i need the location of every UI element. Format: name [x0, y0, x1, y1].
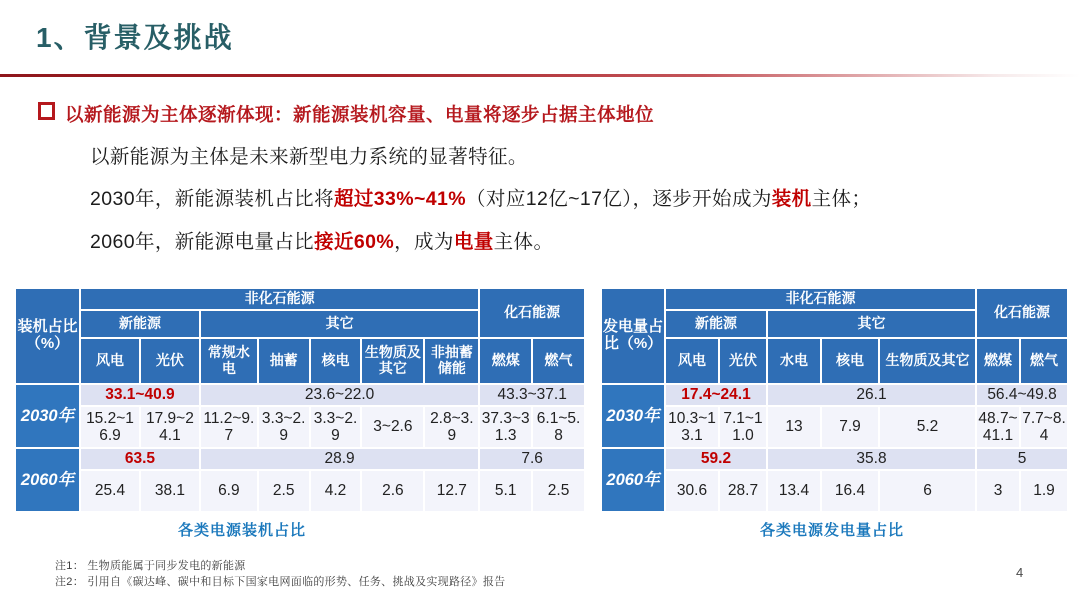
install-2030-cell: 3~2.6 — [362, 407, 423, 447]
generation-2030-cell: 7.9 — [822, 407, 878, 447]
generation-col-header: 光伏 — [720, 339, 766, 383]
install-col-header: 燃煤 — [480, 339, 531, 383]
generation-2030-cell: 48.7~41.1 — [977, 407, 1019, 447]
install-2060-span-other: 28.9 — [201, 449, 478, 469]
install-2030-cell: 17.9~24.1 — [141, 407, 199, 447]
install-2030-cell: 11.2~9.7 — [201, 407, 257, 447]
generation-group-fossil: 化石能源 — [977, 289, 1067, 337]
generation-group-nonfossil: 非化石能源 — [666, 289, 975, 309]
generation-2060-cell: 28.7 — [720, 471, 766, 511]
generation-group-other: 其它 — [768, 311, 975, 337]
footnote-2: 注2： 引用自《碳达峰、碳中和目标下国家电网面临的形势、任务、挑战及实现路径》报告 — [55, 576, 506, 588]
install-2060-cell: 2.5 — [533, 471, 584, 511]
install-col-header: 非抽蓄储能 — [425, 339, 478, 383]
generation-2060-cell: 16.4 — [822, 471, 878, 511]
generation-2030-span-new: 17.4~24.1 — [666, 385, 766, 405]
generation-group-new: 新能源 — [666, 311, 766, 337]
generation-2030-span-fossil: 56.4~49.8 — [977, 385, 1067, 405]
install-2060-cell: 4.2 — [311, 471, 361, 511]
body-line-3-em2: 电量 — [453, 231, 494, 253]
generation-col-header: 水电 — [768, 339, 820, 383]
generation-2060-cell: 1.9 — [1021, 471, 1067, 511]
generation-col-header: 生物质及其它 — [880, 339, 975, 383]
install-2060-cell: 12.7 — [425, 471, 478, 511]
install-2030-cell: 15.2~16.9 — [81, 407, 139, 447]
generation-2030-span-other: 26.1 — [768, 385, 975, 405]
generation-col-header: 燃气 — [1021, 339, 1067, 383]
generation-row-2060-label: 2060年 — [602, 449, 664, 511]
footnote-1: 注1： 生物质能属于同步发电的新能源 — [55, 560, 246, 572]
install-2060-cell: 2.5 — [259, 471, 309, 511]
install-2060-span-fossil: 7.6 — [480, 449, 584, 469]
body-line-2-em2: 装机 — [771, 188, 812, 210]
generation-2060-span-new: 59.2 — [666, 449, 766, 469]
generation-2030-cell: 5.2 — [880, 407, 975, 447]
generation-table-caption: 各类电源发电量占比 — [760, 522, 905, 539]
install-col-header: 燃气 — [533, 339, 584, 383]
generation-col-header: 燃煤 — [977, 339, 1019, 383]
page-number: 4 — [1016, 565, 1024, 580]
install-2060-cell: 6.9 — [201, 471, 257, 511]
install-corner-header: 装机占比（%） — [16, 289, 79, 383]
install-2060-span-new: 63.5 — [81, 449, 199, 469]
body-line-2 — [90, 183, 871, 211]
section-heading-text: 以新能源为主体逐渐体现：新能源装机容量、电量将逐步占据主体地位 — [65, 104, 655, 125]
body-line-3-em1: 接近60% — [314, 231, 395, 253]
install-group-fossil: 化石能源 — [480, 289, 584, 337]
install-col-header: 核电 — [311, 339, 361, 383]
install-2030-span-other: 23.6~22.0 — [201, 385, 478, 405]
install-2030-span-fossil: 43.3~37.1 — [480, 385, 584, 405]
install-2060-cell: 2.6 — [362, 471, 423, 511]
generation-2060-cell: 30.6 — [666, 471, 718, 511]
generation-2060-cell: 13.4 — [768, 471, 820, 511]
install-col-header: 生物质及其它 — [362, 339, 423, 383]
generation-2030-cell: 13 — [768, 407, 820, 447]
generation-2060-span-other: 35.8 — [768, 449, 975, 469]
body-line-2-prefix: 2030年，新能源装机占比将 — [90, 188, 334, 210]
body-line-3-prefix: 2060年，新能源电量占比 — [90, 231, 315, 253]
generation-2060-span-fossil: 5 — [977, 449, 1067, 469]
install-col-header: 风电 — [81, 339, 139, 383]
install-row-2060-label: 2060年 — [16, 449, 79, 511]
body-line-3-suffix: 主体。 — [493, 231, 554, 253]
install-2060-cell: 5.1 — [480, 471, 531, 511]
title-underline — [0, 74, 1080, 77]
generation-col-header: 核电 — [822, 339, 878, 383]
generation-col-header: 风电 — [666, 339, 718, 383]
install-group-new: 新能源 — [81, 311, 199, 337]
body-line-3 — [90, 226, 553, 254]
generation-share-table — [600, 287, 1069, 513]
install-2030-cell: 3.3~2.9 — [259, 407, 309, 447]
install-2030-cell: 37.3~31.3 — [480, 407, 531, 447]
install-group-other: 其它 — [201, 311, 478, 337]
body-line-2-mid: （对应12亿~17亿），逐步开始成为 — [466, 188, 772, 210]
install-col-header: 抽蓄 — [259, 339, 309, 383]
install-2030-cell: 3.3~2.9 — [311, 407, 361, 447]
install-2030-cell: 6.1~5.8 — [533, 407, 584, 447]
generation-row-2030-label: 2030年 — [602, 385, 664, 447]
body-line-1: 以新能源为主体是未来新型电力系统的显著特征。 — [90, 146, 528, 168]
generation-2060-cell: 6 — [880, 471, 975, 511]
body-line-3-mid: ，成为 — [394, 231, 454, 253]
generation-corner-header: 发电量占比（%） — [602, 289, 664, 383]
body-line-2-em1: 超过33%~41% — [333, 188, 467, 210]
generation-2060-cell: 3 — [977, 471, 1019, 511]
section-heading — [38, 101, 654, 127]
install-2030-span-new: 33.1~40.9 — [81, 385, 199, 405]
install-capacity-table — [14, 287, 586, 513]
install-table-caption: 各类电源装机占比 — [178, 522, 307, 539]
install-row-2030-label: 2030年 — [16, 385, 79, 447]
generation-2030-cell: 10.3~13.1 — [666, 407, 718, 447]
body-line-2-suffix: 主体； — [811, 188, 872, 210]
generation-2030-cell: 7.1~11.0 — [720, 407, 766, 447]
install-group-nonfossil: 非化石能源 — [81, 289, 478, 309]
square-bullet-icon — [38, 102, 55, 120]
install-2060-cell: 38.1 — [141, 471, 199, 511]
install-col-header: 光伏 — [141, 339, 199, 383]
install-col-header: 常规水电 — [201, 339, 257, 383]
page-title: 1、背景及挑战 — [36, 22, 234, 53]
generation-2030-cell: 7.7~8.4 — [1021, 407, 1067, 447]
install-2060-cell: 25.4 — [81, 471, 139, 511]
install-2030-cell: 2.8~3.9 — [425, 407, 478, 447]
